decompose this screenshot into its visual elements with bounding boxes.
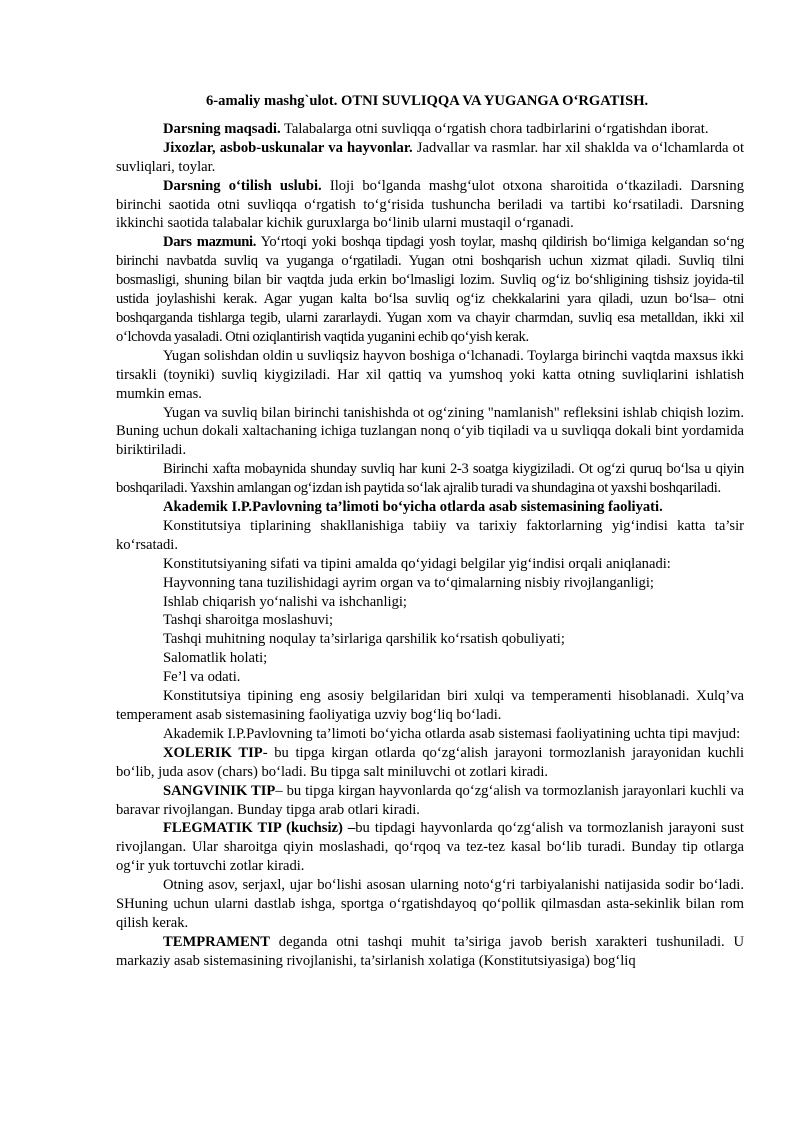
paragraph-text: Yugan va suvliq bilan birinchi tanishishda ot og‘zining "namlanish" refleksini ishlab chiqish lozim. Buning uchun dokali xaltachaning ichiga tuzlangan nonq o‘yib tiqiladi va u suvliqqa dokali bint yordamida biriktiriladi. <box>116 404 744 459</box>
list-item: Fe’l va odati. <box>163 669 241 686</box>
paragraph-text: Akademik I.P.Pavlovning ta’limoti bo‘yicha otlarda asab sistemasi faoliyatining uchta tipi mavjud: <box>163 725 741 742</box>
type-choleric <box>116 744 744 782</box>
paragraph-lead: Darsning maqsadi. <box>163 120 281 137</box>
paragraph-text: Yugan solishdan oldin u suvliqsiz hayvon boshiga o‘lchanadi. Toylarga birinchi vaqtda maxsus ikki tirsakli (toyniki) suvliq kiygiziladi. Har xil qattiq va yumshoq yoki katta otning suvliqlarini ishlatish mumkin emas. <box>116 347 744 402</box>
type-lead: SANGVINIK TIP <box>163 782 276 799</box>
paragraph-text: deganda otni tashqi muhit ta’siriga javob berish xarakteri tushuniladi. U markaziy asab sistemasining rivojlanishi, ta’sirlanish xolatiga (Konstitutsiyasiga) bog‘liq <box>116 933 744 969</box>
list-item: Tashqi sharoitga moslashuvi; <box>163 612 334 629</box>
paragraph-equipment <box>116 139 744 177</box>
list-item: Hayvonning tana tuzilishidagi ayrim organ va to‘qimalarning nisbiy rivojlanganligi; <box>163 574 654 591</box>
paragraph-lead: Dars mazmuni. <box>163 234 256 251</box>
type-text: bu tipdagi hayvonlarda qo‘zg‘alish va tormozlanish jarayoni sust rivojlangan. Ular sharoitga qiyin moslashadi, qo‘rqoq va tez-tez kasal bo‘lib turadi. Bunday tip otlarga og‘ir yuk tortuvchi zotlar kiradi. <box>116 820 744 875</box>
paragraph-content <box>116 233 744 346</box>
list-item: Salomatlik holati; <box>163 650 268 667</box>
paragraph-goal <box>116 120 744 139</box>
paragraph-text: Konstitutsiya tipining eng asosiy belgilaridan biri xulqi va temperamenti hisoblanadi. Xulq’va temperament asab sistemasining faoliyatiga uzviy bog‘liq bo‘ladi. <box>116 688 744 723</box>
paragraph-text: Iloji bo‘lganda mashg‘ulot otxona sharoitida o‘tkaziladi. Darsning birinchi saotida otni suvliqqa o‘rgatish to‘g‘risida tushuncha beriladi va tartibi ko‘rsatiladi. Darsning ikkinchi saotida talabalar kichik guruxlarga bo‘linib ularni mustaqil o‘rganadi. <box>116 177 744 232</box>
type-text: – bu tipga kirgan hayvonlarda qo‘zg‘alish va tormozlanish jarayonlari kuchli va baravar rivojlangan. Bunday tipga arab otlari kiradi. <box>116 782 744 818</box>
document-title: 6-amaliy mashg`ulot. OTNI SUVLIQQA VA YUGANGA O‘RGATISH. <box>206 93 649 109</box>
paragraph-text: Talabalarga otni suvliqqa o‘rgatish chora tadbirlarini o‘rgatishdan iborat. <box>280 120 709 137</box>
paragraph-text: Birinchi xafta mobaynida shunday suvliq har kuni 2-3 soatga kiygiziladi. Ot og‘zi quruq bo‘lsa u qiyin boshqariladi. Yaxshin amlangan og‘izdan ish paytida so‘lak ajralib turadi va shundagina ot yaxshi boshqariladi. <box>116 461 744 497</box>
paragraph-lead: Jixozlar, asbob-uskunalar va hayvonlar. <box>163 139 413 156</box>
type-text: - bu tipga kirgan otlarda qo‘zg‘alish jarayoni tormozlanish jarayonidan kuchli bo‘lib, juda asov (chars) bo‘ladi. Bu tipga salt miniluvchi ot zotlari kiradi. <box>116 744 744 780</box>
list-item: Ishlab chiqarish yo‘nalishi va ishchanligi; <box>163 593 407 610</box>
paragraph-method <box>116 177 744 234</box>
section-subheading: Akademik I.P.Pavlovning ta’limoti bo‘yicha otlarda asab sistemasining faoliyati. <box>163 499 663 516</box>
paragraph-text: Konstitutsiya tiplarining shakllanishiga tabiiy va tarixiy faktorlarning yig‘indisi katta ta’sir ko‘rsatadi. <box>116 517 744 553</box>
type-lead: XOLERIK TIP <box>163 744 263 761</box>
paragraph-text: Otning asov, serjaxl, ujar bo‘lishi asosan ularning noto‘g‘ri tarbiyalanishi natijasida sodir bo‘ladi. SHuning uchun ularni dastlab ishga, sportga o‘rgatishdayoq qo‘pollik qilmasdan asta-sekinlik bilan rom qilish kerak. <box>116 877 744 931</box>
type-phlegmatic <box>116 819 744 876</box>
type-sanguine <box>116 782 744 820</box>
list-item: Tashqi muhitning noqulay ta’sirlariga qarshilik ko‘rsatish qobuliyati; <box>163 631 565 648</box>
type-lead: FLEGMATIK TIP (kuchsiz) – <box>163 820 356 837</box>
paragraph-text: Konstitutsiyaning sifati va tipini amalda qo‘yidagi belgilar yig‘indisi orqali aniqlanadi: <box>163 555 671 572</box>
paragraph-lead: TEMPRAMENT <box>163 933 271 950</box>
paragraph-text: Jadvallar va rasmlar. har xil shaklda va o‘lchamlarda ot suvliqlari, toylar. <box>116 139 744 175</box>
paragraph-temperament <box>116 933 744 971</box>
paragraph-text: Yo‘rtoqi yoki boshqa tipdagi yosh toylar, mashq qildirish bo‘limiga kelgandan so‘ng birinchi navbatda suvliq va yuganga o‘rgatiladi. Yugan otni boshqarish uchun xizmat qiladi. Suvliq tilni bosmasligi, shuning bilan bir vaqtda juda erkin bo‘lmasligi lozim. Suvliq og‘iz bo‘shligining tishsiz joyida-til ustida joylashishi kerak. Agar yugan kalta bo‘lsa suvliq og‘iz chekkalarini yara qiladi, uzun bo‘lsa– otni boshqarganda tishlarga tegib, ularni zararlaydi. Yugan xom va chayir charmdan, suvliq esa metalldan, ikki xil o‘lchovda yasaladi. Otni oziqlantirish vaqtida yuganini echib qo‘yish kerak. <box>116 234 744 345</box>
paragraph-lead: Darsning o‘tilish uslubi. <box>163 177 322 194</box>
